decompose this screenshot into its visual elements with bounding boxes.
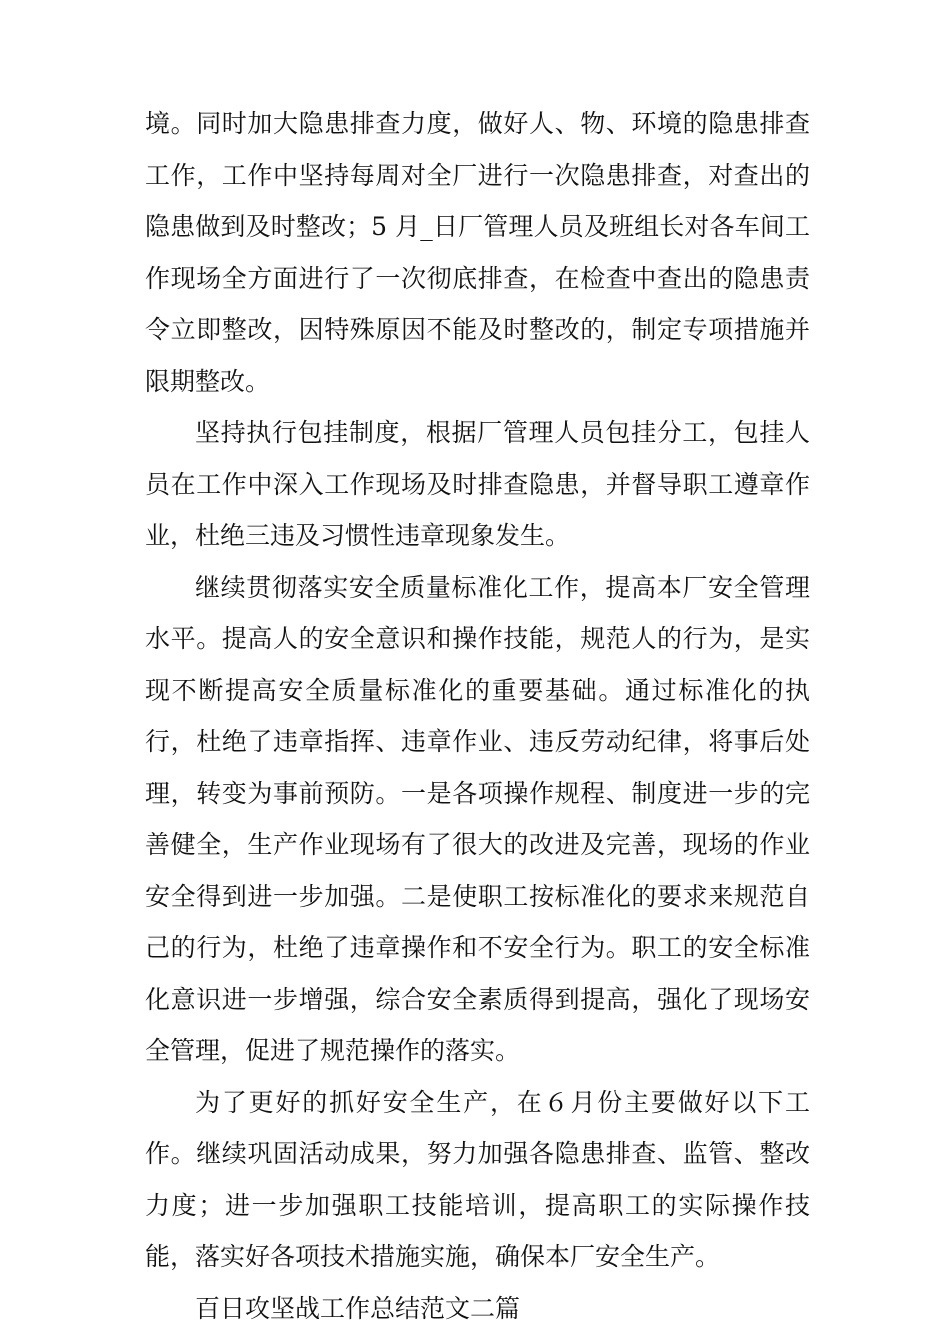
paragraph-standardization: 继续贯彻落实安全质量标准化工作，提高本厂安全管理水平。提高人的安全意识和操作技能，规范人的行为，是实现不断提高安全质量标准化的重要基础。通过标准化的执行，杜绝了违章指挥、违章作业、违反劳动纪律，将事后处理，转变为事前预防。一是各项操作规程、制度进一步的完善健全，生产作业现场有了很大的改进及完善，现场的作业安全得到进一步加强。二是使职工按标准化的要求来规范自己的行为，杜绝了违章操作和不安全行为。职工的安全标准化意识进一步增强，综合安全素质得到提高，强化了现场安全管理，促进了规范操作的落实。 — [145, 572, 810, 1065]
document-body — [145, 98, 810, 1334]
paragraph-responsibility-system: 坚持执行包挂制度，根据厂管理人员包挂分工，包挂人员在工作中深入工作现场及时排查隐患，并督导职工遵章作业，杜绝三违及习惯性违章现象发生。 — [145, 418, 810, 550]
paragraph-hazard-inspection: 境。同时加大隐患排查力度，做好人、物、环境的隐患排查工作，工作中坚持每周对全厂进行一次隐患排查，对查出的隐患做到及时整改；5 月_日厂管理人员及班组长对各车间工作现场全方面进行了一次彻底排查，在检查中查出的隐患责令立即整改，因特殊原因不能及时整改的，制定专项措施并限期整改。 — [145, 109, 810, 396]
paragraph-june-plan: 为了更好的抓好安全生产，在６月份主要做好以下工作。继续巩固活动成果，努力加强各隐患排查、监管、整改力度；进一步加强职工技能培训，提高职工的实际操作技能，落实好各项技术措施实施，确保本厂安全生产。 — [145, 1087, 810, 1271]
section-heading: 百日攻坚战工作总结范文二篇 — [195, 1293, 521, 1323]
